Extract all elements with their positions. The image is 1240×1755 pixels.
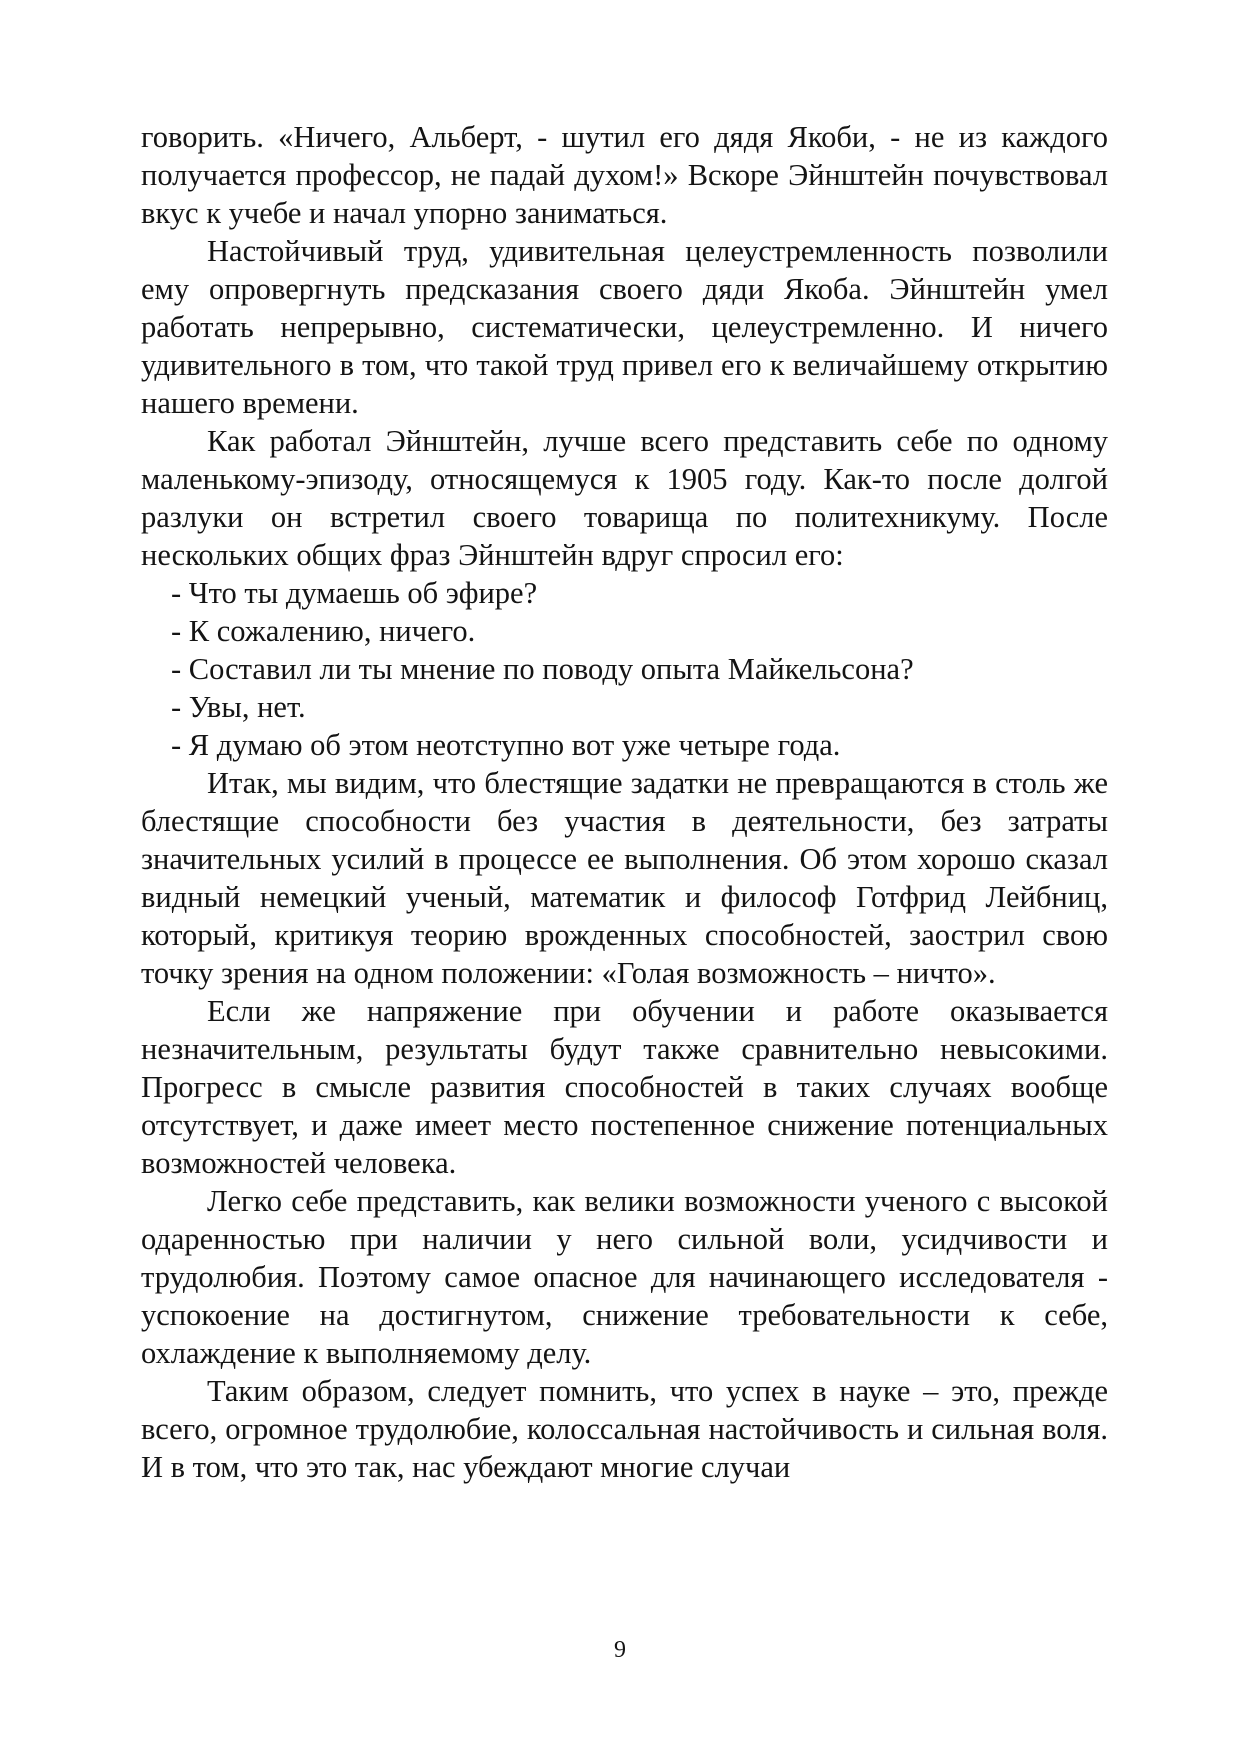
dialog-line-2: - К сожалению, ничего. — [171, 614, 476, 648]
dialog-line-4: - Увы, нет. — [171, 690, 306, 724]
page-number: 9 — [614, 1637, 626, 1663]
paragraph-6: Легко себе представить, как велики возможности ученого с высокой одаренностью при наличии у него сильной воли, усидчивости и трудолюбия. Поэтому самое опасное для начинающего исследователя - успокоение на достигнутом, снижение требовательности к себе, охлаждение к выполняемому делу. — [141, 1184, 1108, 1370]
paragraph-5: Если же напряжение при обучении и работе оказывается незначительным, результаты будут также сравнительно невысокими. Прогресс в смысле развития способностей в таких случаях вообще отсутствует, и даже имеет место постепенное снижение потенциальных возможностей человека. — [141, 994, 1108, 1180]
paragraph-1: говорить. «Ничего, Альберт, - шутил его дядя Якоби, - не из каждого получается профессор, не падай духом!» Вскоре Эйнштейн почувствовал вкус к учебе и начал упорно заниматься. — [141, 120, 1108, 230]
dialog-line-3: - Составил ли ты мнение по поводу опыта Майкельсона? — [171, 652, 914, 686]
dialog-line-5: - Я думаю об этом неотступно вот уже четыре года. — [171, 728, 841, 762]
dialog-line-1: - Что ты думаешь об эфире? — [171, 576, 538, 610]
page-body — [141, 118, 1108, 1486]
paragraph-7: Таким образом, следует помнить, что успех в науке – это, прежде всего, огромное трудолюбие, колоссальная настойчивость и сильная воля. И в том, что это так, нас убеждают многие случаи — [141, 1374, 1108, 1484]
paragraph-2: Настойчивый труд, удивительная целеустремленность позволили ему опровергнуть предсказания своего дяди Якоба. Эйнштейн умел работать непрерывно, систематически, целеустремленно. И ничего удивительного в том, что такой труд привел его к величайшему открытию нашего времени. — [141, 234, 1108, 420]
paragraph-3: Как работал Эйнштейн, лучше всего представить себе по одному маленькому-эпизоду, относящемуся к 1905 году. Как-то после долгой разлуки он встретил своего товарища по политехникуму. После нескольких общих фраз Эйнштейн вдруг спросил его: — [141, 424, 1108, 572]
paragraph-4: Итак, мы видим, что блестящие задатки не превращаются в столь же блестящие способности без участия в деятельности, без затраты значительных усилий в процессе ее выполнения. Об этом хорошо сказал видный немецкий ученый, математик и философ Готфрид Лейбниц, который, критикуя теорию врожденных способностей, заострил свою точку зрения на одном положении: «Голая возможность – ничто». — [141, 766, 1108, 990]
